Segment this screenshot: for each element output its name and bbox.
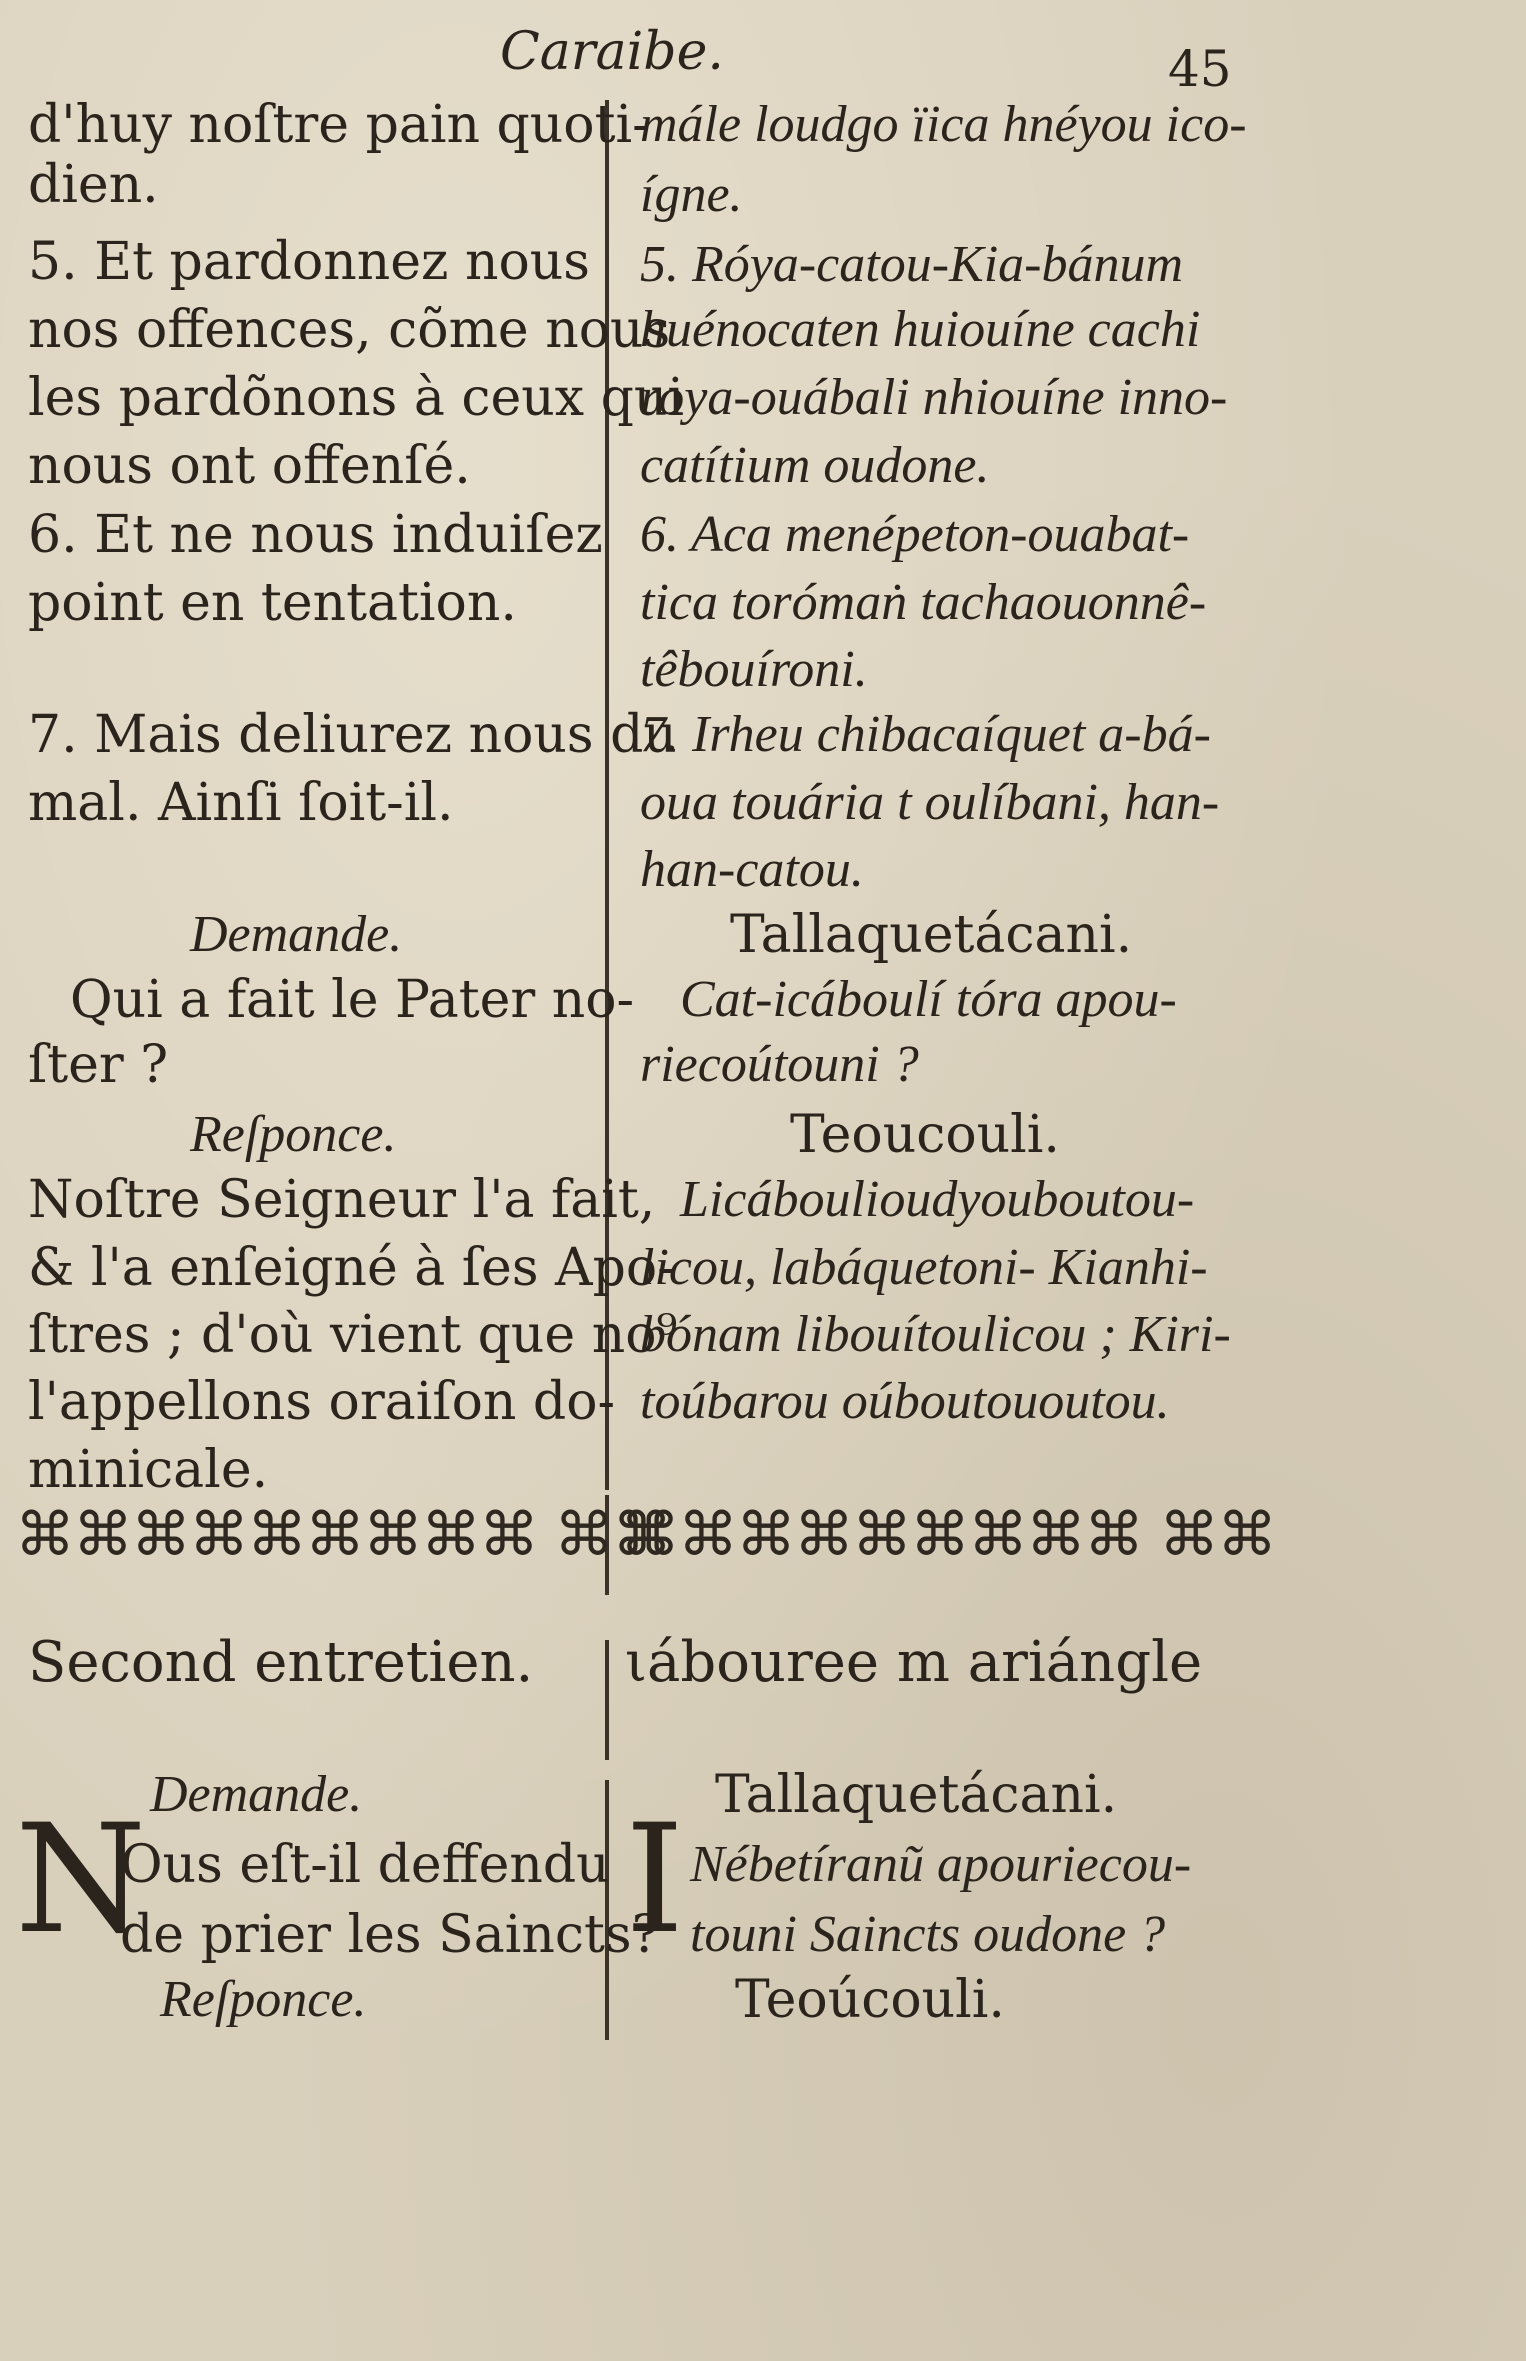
carib-line: 6. Aca menépeton-ouabat- [640, 506, 1190, 563]
french-line: nous ont offenſé. [28, 436, 471, 496]
french-line: Qui a fait le Pater no- [70, 970, 635, 1030]
french-line: 6. Et ne nous induiſez [28, 505, 603, 565]
carib-line: 7. Irheu chibacaíquet a-bá- [640, 706, 1211, 763]
ornament-band-left: ⌘⌘⌘⌘⌘⌘⌘⌘⌘ ⌘⌘ [15, 1500, 671, 1570]
french-line: ſter ? [28, 1035, 169, 1095]
carib-line: toúbarou oúboutououtou. [640, 1373, 1170, 1430]
carib-heading-question: Tallaquetácani. [715, 1765, 1118, 1825]
french-line: minicale. [28, 1440, 269, 1500]
carib-line: tica torómaṅ tachaouonnê- [640, 574, 1207, 631]
french-line: point en tentation. [28, 573, 517, 633]
french-heading-responce: Reſponce. [190, 1106, 397, 1163]
carib-heading-question: Tallaquetácani. [730, 905, 1133, 965]
drop-cap: I [625, 1793, 685, 1967]
carib-line: têbouíroni. [640, 641, 868, 698]
french-line: dien. [28, 155, 159, 215]
carib-line: Cat-icáboulí tóra apou- [680, 971, 1177, 1028]
carib-line: mále loudgo ïica hnéyou ico- [640, 96, 1247, 153]
running-head: Caraibe. [500, 22, 724, 82]
carib-section-title: ιábouree m ariángle [625, 1630, 1203, 1695]
french-heading-responce: Reſponce. [160, 1971, 367, 2028]
carib-line: roya-ouábali nhiouíne inno- [640, 369, 1228, 426]
french-line: les pardõnons à ceux qui [28, 368, 685, 428]
french-line: 7. Mais deliurez nous du [28, 705, 677, 765]
french-section-title: Second entretien. [28, 1630, 534, 1695]
french-heading-demande: Demande. [150, 1766, 363, 1823]
column-rule [605, 1640, 609, 1760]
french-line: 5. Et pardonnez nous [28, 232, 590, 292]
carib-line: licou, labáquetoni- Kianhi- [640, 1239, 1208, 1296]
french-line: Ous eſt-il deffendu [120, 1835, 610, 1895]
carib-line: bónam libouítoulicou ; Kiri- [640, 1306, 1231, 1363]
carib-line: ígne. [640, 166, 743, 223]
page-number: 45 [1168, 40, 1232, 98]
carib-heading-answer: Teoúcouli. [735, 1970, 1005, 2030]
carib-line: touni Saincts oudone ? [690, 1906, 1166, 1963]
carib-line: huénocaten huiouíne cachi [640, 301, 1201, 358]
french-heading-demande: Demande. [190, 906, 403, 963]
french-line: ſtres ; d'où vient que no⁹ [28, 1305, 678, 1365]
drop-cap: N [15, 1793, 147, 1967]
french-line: & l'a enſeigné à ſes Apo- [28, 1238, 675, 1298]
carib-line: 5. Róya-catou-Kia-bánum [640, 236, 1184, 293]
carib-line: Nébetíranũ apouriecou- [690, 1836, 1192, 1893]
carib-line: han-catou. [640, 841, 864, 898]
carib-line: riecoútouni ? [640, 1036, 919, 1093]
carib-heading-answer: Teoucouli. [790, 1105, 1060, 1165]
carib-line: oua touária t oulíbani, han- [640, 774, 1220, 831]
ornament-band-right: ⌘⌘⌘⌘⌘⌘⌘⌘⌘ ⌘⌘ [620, 1500, 1276, 1570]
french-line: nos offences, cõme nous [28, 300, 671, 360]
carib-line: catítium oudone. [640, 437, 990, 494]
french-line: Noſtre Seigneur l'a fait, [28, 1170, 656, 1230]
french-line: d'huy noſtre pain quoti- [28, 95, 650, 155]
french-line: de prier les Saincts? [120, 1905, 660, 1965]
french-line: mal. Ainſi ſoit-il. [28, 773, 454, 833]
carib-line: Licáboulioudyouboutou- [680, 1171, 1195, 1228]
french-line: l'appellons oraiſon do- [28, 1372, 616, 1432]
